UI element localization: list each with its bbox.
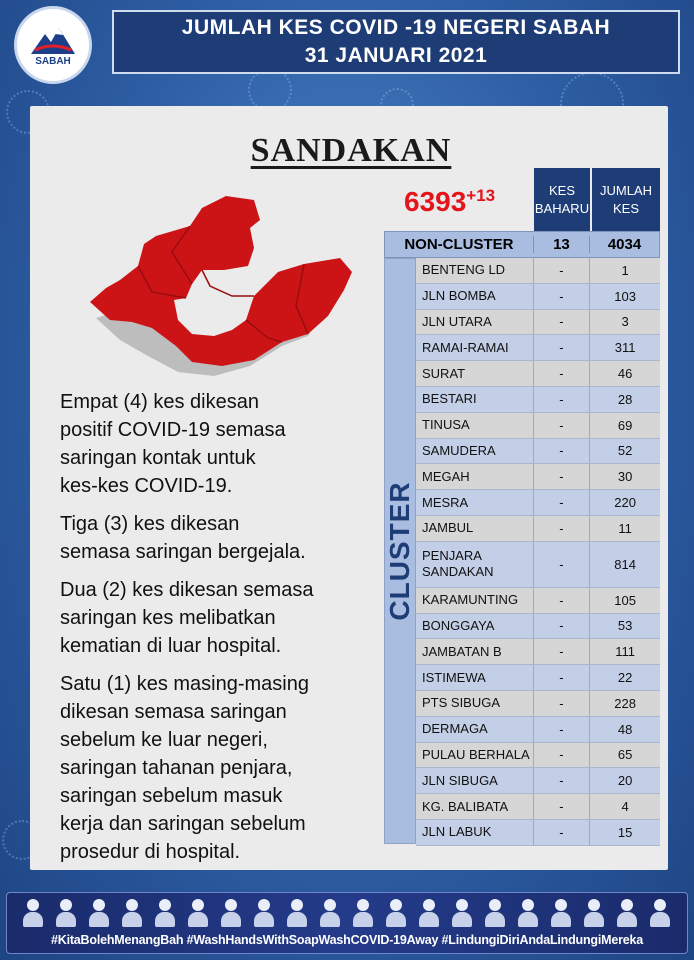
paragraph-line: Dua (2) kes dikesan semasa (60, 579, 314, 601)
cluster-name: JLN LABUK (416, 820, 534, 845)
cluster-name: JLN SIBUGA (416, 768, 534, 793)
paragraph-line: kematian di luar hospital. (60, 635, 282, 657)
cluster-total: 103 (614, 288, 636, 304)
cluster-row (416, 439, 660, 465)
cluster-total: 46 (617, 366, 633, 382)
frontliner-icon (648, 897, 672, 927)
cluster-new: - (534, 743, 591, 768)
paragraph (60, 576, 390, 660)
mountain-logo-icon (29, 24, 77, 58)
paragraph (60, 670, 390, 866)
cluster-name: BONGGAYA (416, 614, 534, 639)
cluster-name: SAMUDERA (416, 439, 534, 464)
paragraph-line: saringan kes melibatkan (60, 607, 276, 629)
total-value: 6393 (404, 186, 467, 217)
cluster-new: - (534, 665, 591, 690)
cluster-row (416, 361, 660, 387)
cluster-total: 48 (617, 721, 633, 737)
header-new-cases (534, 168, 590, 232)
frontliner-icon (186, 897, 210, 927)
frontliner-icon (153, 897, 177, 927)
cluster-name: JLN UTARA (416, 310, 534, 335)
cluster-row (416, 310, 660, 336)
cluster-name: TINUSA (416, 413, 534, 438)
logo-text: SABAH (35, 55, 71, 67)
frontliner-icon (384, 897, 408, 927)
cluster-total: 3 (621, 314, 629, 330)
cluster-total: 52 (617, 443, 633, 459)
cluster-row (416, 794, 660, 820)
cluster-total: 4 (621, 799, 629, 815)
cluster-row (416, 490, 660, 516)
cluster-total: 1 (621, 262, 629, 278)
frontliner-icon (549, 897, 573, 927)
paragraph (60, 510, 390, 566)
cluster-row (416, 639, 660, 665)
cluster-new: - (534, 310, 591, 335)
cluster-new: - (534, 361, 591, 386)
cluster-new: - (534, 464, 591, 489)
cluster-new: - (534, 516, 591, 541)
cluster-total: 15 (617, 824, 633, 840)
cluster-total: 311 (614, 340, 636, 356)
cluster-new: - (534, 794, 591, 819)
paragraph-line: kes-kes COVID-19. (60, 475, 233, 497)
cluster-total: 111 (615, 644, 636, 660)
cluster-name: KG. BALIBATA (416, 794, 534, 819)
paragraph-line: Satu (1) kes masing-masing (60, 673, 309, 695)
cluster-name: MESRA (416, 490, 534, 515)
cluster-new: - (534, 490, 591, 515)
cluster-name: SURAT (416, 361, 534, 386)
cluster-total: 69 (617, 417, 633, 433)
paragraph (60, 388, 390, 500)
frontliner-icon (417, 897, 441, 927)
paragraph-line: semasa saringan bergejala. (60, 541, 306, 563)
frontliner-icon (219, 897, 243, 927)
frontliner-icon (285, 897, 309, 927)
paragraph-line: sebelum ke luar negeri, (60, 729, 268, 751)
frontliner-icon (615, 897, 639, 927)
cluster-total: 22 (617, 670, 633, 686)
paragraph-line: Empat (4) kes dikesan (60, 391, 259, 413)
paragraph-line: Tiga (3) kes dikesan (60, 513, 240, 535)
paragraph-line: saringan sebelum masuk (60, 785, 283, 807)
cluster-name: ISTIMEWA (416, 665, 534, 690)
cluster-row (416, 284, 660, 310)
frontliner-icon (87, 897, 111, 927)
cluster-total: 105 (614, 592, 636, 608)
cluster-row (416, 691, 660, 717)
header-total-cases (592, 168, 660, 232)
frontliner-icon (516, 897, 540, 927)
page-title: JUMLAH KES COVID -19 NEGERI SABAH (181, 16, 611, 39)
frontliners-row (21, 897, 672, 927)
cluster-row (416, 542, 660, 588)
cluster-row (416, 387, 660, 413)
cluster-new: - (534, 691, 591, 716)
header-total-line: JUMLAH (599, 183, 652, 198)
cluster-name: JLN BOMBA (416, 284, 534, 309)
cluster-row (416, 820, 660, 846)
paragraph-line: positif COVID-19 semasa (60, 419, 286, 441)
cluster-name: BENTENG LD (416, 258, 534, 283)
sabah-logo (14, 6, 92, 84)
cluster-new: - (534, 413, 591, 438)
cluster-total: 228 (614, 695, 636, 711)
cluster-row (416, 516, 660, 542)
cluster-total: 65 (617, 747, 633, 763)
non-cluster-label: NON-CLUSTER (404, 236, 514, 253)
frontliner-icon (582, 897, 606, 927)
frontliner-icon (21, 897, 45, 927)
cluster-total: 20 (617, 773, 633, 789)
cluster-new: - (534, 335, 591, 360)
header-new-line: KES (548, 183, 575, 198)
cluster-name: JAMBUL (416, 516, 534, 541)
cluster-new: - (534, 542, 591, 587)
cluster-new: - (534, 614, 591, 639)
frontliner-icon (351, 897, 375, 927)
cluster-new: - (534, 717, 591, 742)
hashtags: #KitaBolehMenangBah #WashHandsWithSoapWashCOVID-19Away #LindungiDiriAndaLindungiMereka (50, 933, 644, 947)
cluster-name: BESTARI (416, 387, 534, 412)
cluster-name: JAMBATAN B (416, 639, 534, 664)
cluster-row (416, 768, 660, 794)
cluster-new: - (534, 439, 591, 464)
cluster-row (416, 717, 660, 743)
main-panel (30, 106, 668, 870)
cluster-total: 220 (614, 495, 636, 511)
cluster-new: - (534, 588, 591, 613)
cluster-row (416, 614, 660, 640)
total-cases (404, 186, 495, 218)
frontliner-icon (252, 897, 276, 927)
cluster-total: 53 (617, 618, 633, 634)
title-banner (112, 10, 680, 74)
header-total-line: KES (612, 201, 639, 216)
frontliner-icon (318, 897, 342, 927)
cluster-new: - (534, 284, 591, 309)
cluster-row (416, 413, 660, 439)
case-description (60, 388, 390, 876)
non-cluster-total: 4034 (589, 236, 659, 253)
cluster-new: - (534, 768, 591, 793)
page-date: 31 JANUARI 2021 (304, 44, 488, 67)
paragraph-line: saringan tahanan penjara, (60, 757, 293, 779)
district-title: SANDAKAN (250, 132, 452, 169)
non-cluster-new: 13 (533, 236, 589, 253)
sandakan-map-icon (82, 188, 358, 378)
cluster-row (416, 464, 660, 490)
cluster-new: - (534, 820, 591, 845)
cluster-total: 28 (617, 391, 633, 407)
paragraph-line: dikesan semasa saringan (60, 701, 287, 723)
cluster-row (416, 743, 660, 769)
paragraph-line: saringan kontak untuk (60, 447, 256, 469)
cluster-name: DERMAGA (416, 717, 534, 742)
cluster-row (416, 588, 660, 614)
frontliner-icon (54, 897, 78, 927)
frontliner-icon (120, 897, 144, 927)
footer-banner (6, 892, 688, 954)
cluster-name: PTS SIBUGA (416, 691, 534, 716)
frontliner-icon (483, 897, 507, 927)
cluster-row (416, 665, 660, 691)
cluster-total: 11 (618, 520, 632, 536)
header-new-line: BAHARU (534, 201, 590, 216)
cluster-total: 30 (617, 469, 633, 485)
paragraph-line: kerja dan saringan sebelum (60, 813, 306, 835)
cluster-new: - (534, 258, 591, 283)
total-increase: +13 (466, 186, 496, 205)
cluster-total: 814 (614, 556, 636, 572)
paragraph-line: prosedur di hospital. (60, 841, 241, 863)
cluster-name: PENJARA SANDAKAN (416, 542, 534, 587)
cluster-name: MEGAH (416, 464, 534, 489)
cluster-name: PULAU BERHALA (416, 743, 534, 768)
cluster-row (416, 335, 660, 361)
non-cluster-row (384, 231, 660, 258)
cluster-new: - (534, 387, 591, 412)
cluster-row (416, 258, 660, 284)
cluster-name: KARAMUNTING (416, 588, 534, 613)
cluster-label-text: CLUSTER (384, 481, 415, 621)
frontliner-icon (450, 897, 474, 927)
cluster-name: RAMAI-RAMAI (416, 335, 534, 360)
cluster-new: - (534, 639, 591, 664)
